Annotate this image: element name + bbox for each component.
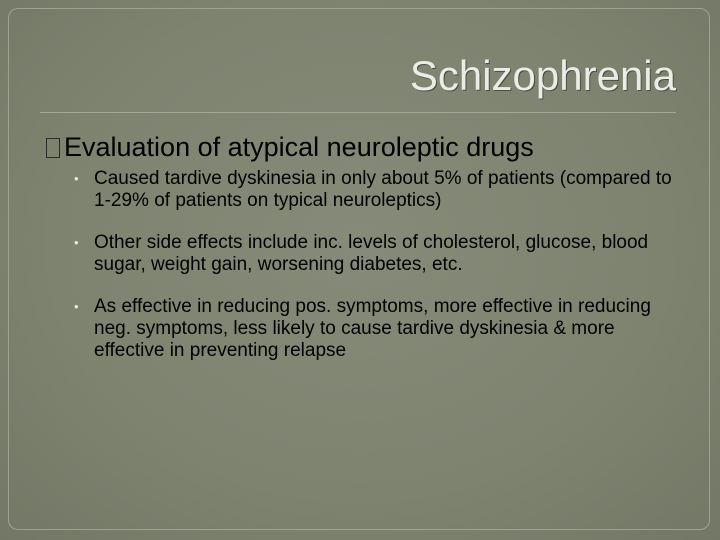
bullet-text: Other side effects include inc. levels of cholesterol, glucose, blood sugar, weight gain, worsening diabetes, etc. [94, 232, 649, 275]
title-divider [40, 112, 676, 113]
bullet-text: As effective in reducing pos. symptoms, more effective in reducing neg. symptoms, less likely to cause tardive dyskinesia & more effective in preventing relapse [94, 296, 651, 361]
bullet-dot-icon: • [74, 171, 79, 186]
bullet-item [74, 168, 684, 212]
bullet-text: Caused tardive dyskinesia in only about 5% of patients (compared to 1-29% of patients on typical neuroleptics) [94, 168, 672, 211]
checkbox-icon [46, 138, 60, 158]
bullet-dot-icon: • [74, 299, 79, 314]
bullet-item [74, 232, 684, 276]
bullet-list [74, 168, 684, 382]
section-heading [46, 132, 534, 163]
section-heading-text: Evaluation of atypical neuroleptic drugs [64, 132, 534, 162]
slide-title: Schizophrenia [409, 52, 676, 99]
bullet-item [74, 296, 684, 362]
bullet-dot-icon: • [74, 235, 79, 250]
